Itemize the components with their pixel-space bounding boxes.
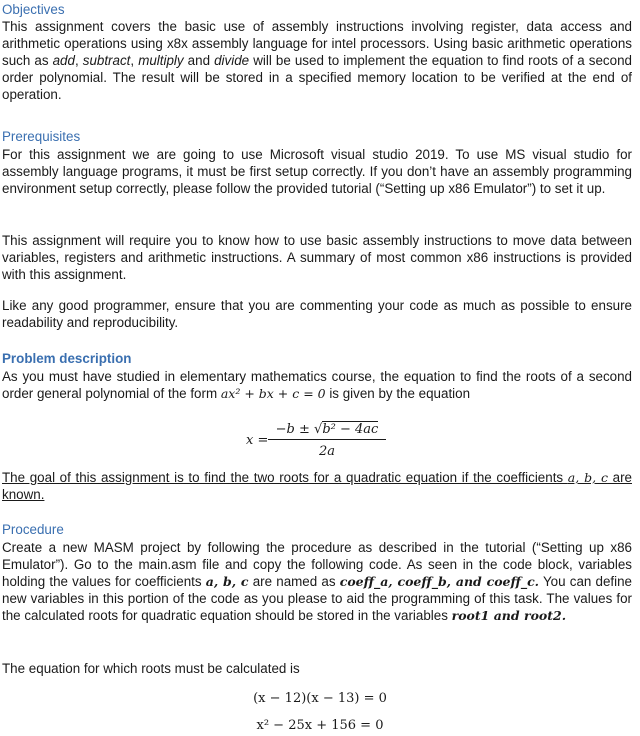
- op-subtract: subtract: [82, 53, 131, 68]
- expanded-equation: x² − 25x + 156 = 0: [256, 718, 384, 733]
- problem-paragraph: As you must have studied in elementary mathematics course, the equation to find the roots of a second order general polynomial of the form ax² + bx + c = 0 is given by the equation: [2, 369, 632, 401]
- procedure-heading: Procedure: [2, 522, 64, 537]
- polynomial-form: ax² + bx + c = 0: [220, 386, 326, 401]
- procedure-coefficients: a, b, c: [205, 574, 249, 589]
- goal-coefficients: a, b, c: [567, 470, 608, 485]
- procedure-paragraph-1: Create a new MASM project by following the procedure as described in the tutorial (“Setting up x86 Emulator”). Go to the main.asm file and copy the following code. As seen in the code block, variables holding the values for coefficients a, b, c are named as coeff_a, coeff_b, and coeff_c. You can define new variables in this portion of the code as you please to aid the programming of this task. The values for the calculated roots for quadratic equation should be stored in the variables root1 and root2.: [2, 540, 633, 623]
- coefficient-variable-names: coeff_a, coeff_b, and coeff_c.: [339, 574, 540, 589]
- objectives-heading: Objectives: [2, 2, 65, 17]
- procedure-paragraph-2: The equation for which roots must be calculated is: [2, 661, 300, 676]
- prerequisites-paragraph-3: Like any good programmer, ensure that you are commenting your code as much as possible to ensure readability and reproducibility.: [2, 298, 632, 330]
- prerequisites-paragraph-1: For this assignment we are going to use Microsoft visual studio 2019. To use MS visual studio for assembly language programs, it must be first setup correctly. If you don’t have an assembly programming environment setup correctly, please follow the provided tutorial (“Setting up x86 Emulator”) to set it up.: [2, 147, 632, 196]
- op-divide: divide: [214, 53, 250, 68]
- factored-equation: (x − 12)(x − 13) = 0: [253, 691, 387, 706]
- quadratic-formula-numerator: −b ± √b² − 4ac: [275, 422, 379, 437]
- quadratic-formula-denominator: 2a: [318, 444, 336, 459]
- quadratic-formula-lhs: x =: [246, 433, 269, 448]
- op-add: add: [52, 53, 75, 68]
- fraction-bar: [268, 439, 386, 440]
- prerequisites-heading: Prerequisites: [2, 129, 81, 144]
- goal-statement: The goal of this assignment is to find the two roots for a quadratic equation if the coefficients a, b, c are known.: [2, 470, 632, 502]
- prerequisites-paragraph-2: This assignment will require you to know how to use basic assembly instructions to move data between variables, registers and arithmetic instructions. A summary of most common x86 instructions is provided with this assignment.: [2, 233, 632, 282]
- problem-heading: Problem description: [2, 351, 132, 366]
- op-multiply: multiply: [138, 53, 184, 68]
- objectives-paragraph: This assignment covers the basic use of assembly instructions involving register, data access and arithmetic operations using x8x assembly language for intel processors. Using basic arithmetic operations such as add, subtract, multiply and divide will be used to implement the equation to find roots of a second order polynomial. The result will be stored in a specified memory location to be verified at the end of operation.: [2, 19, 632, 102]
- root-variable-names: root1 and root2.: [451, 608, 567, 623]
